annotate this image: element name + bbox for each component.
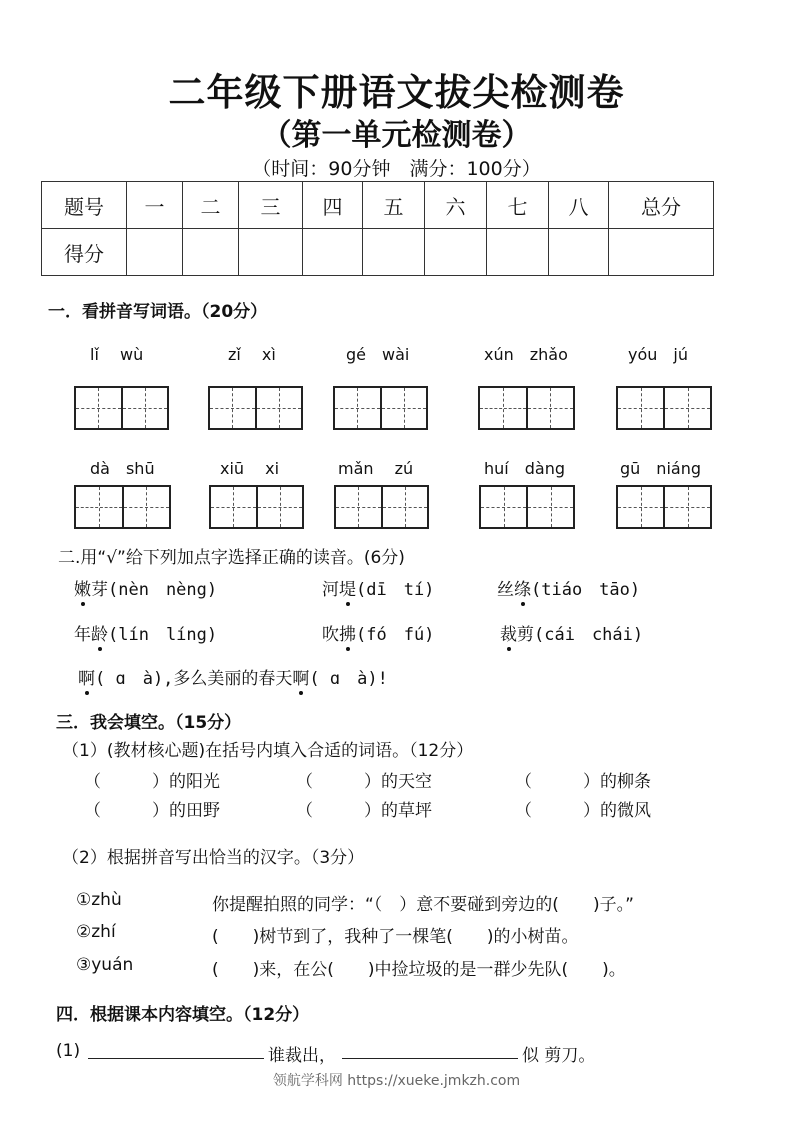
pronunciation-options[interactable]: (fó fú) [356, 625, 435, 645]
section3-heading: 三．我会填空。（15分） [56, 713, 242, 733]
pinyin-cue: ①zhù [76, 890, 122, 910]
score-input-cell[interactable] [183, 229, 239, 276]
pronunciation-options[interactable]: ( ɑ à),多么美丽的春天 [95, 669, 293, 689]
score-header-cell: 六 [425, 182, 487, 229]
score-input-cell[interactable] [609, 229, 714, 276]
pinyin-label: gū niáng [620, 459, 701, 478]
fill-blank-item[interactable]: （ ）的微风 [515, 801, 651, 821]
pronunciation-item [74, 620, 217, 645]
pinyin-label: gé wài [346, 345, 410, 364]
pronunciation-item [497, 575, 640, 600]
score-header-cell: 四 [303, 182, 363, 229]
score-input-cell[interactable] [303, 229, 363, 276]
item-number: (1) [56, 1041, 81, 1061]
score-header-cell: 总分 [609, 182, 714, 229]
dotted-character: 绦 [514, 575, 531, 600]
dotted-character: 啊 [292, 664, 309, 689]
writing-grid[interactable] [74, 386, 169, 430]
pinyin-label: mǎn zú [338, 459, 414, 478]
time-info: （时间：90分钟 满分：100分） [252, 158, 541, 180]
pinyin-cue: ③yuán [76, 955, 134, 975]
pronunciation-sentence [78, 664, 388, 689]
plain-character: 丝 [497, 580, 514, 600]
poem-text: 似 剪刀。 [522, 1046, 596, 1066]
answer-line[interactable] [88, 1058, 264, 1059]
dotted-character: 龄 [91, 620, 108, 645]
dotted-character: 嫩 [74, 575, 91, 600]
pinyin-cue: ②zhí [76, 922, 116, 942]
pronunciation-item [322, 620, 434, 645]
section3-part2-heading: （2）根据拼音写出恰当的汉字。（3分） [62, 848, 365, 868]
dotted-character: 拂 [339, 620, 356, 645]
score-input-cell[interactable] [239, 229, 303, 276]
score-label-cell: 得分 [42, 229, 127, 276]
pronunciation-item [500, 620, 643, 645]
score-input-cell[interactable] [363, 229, 425, 276]
writing-grid[interactable] [479, 485, 575, 529]
dotted-character: 裁 [500, 620, 517, 645]
score-input-cell[interactable] [549, 229, 609, 276]
score-header-cell: 一 [127, 182, 183, 229]
fill-blank-item[interactable]: （ ）的天空 [296, 772, 432, 792]
sentence-with-blanks[interactable]: ( )来，在公( )中捡垃圾的是一群少先队( )。 [212, 960, 626, 980]
page-title: 二年级下册语文拔尖检测卷 [168, 71, 625, 114]
writing-grid[interactable] [616, 386, 712, 430]
page-subtitle: （第一单元检测卷） [261, 118, 532, 153]
section3-part1-heading: （1）(教材核心题)在括号内填入合适的词语。（12分） [62, 741, 474, 761]
score-input-cell[interactable] [425, 229, 487, 276]
writing-grid[interactable] [74, 485, 171, 529]
writing-grid[interactable] [333, 386, 428, 430]
writing-grid[interactable] [334, 485, 429, 529]
pronunciation-options[interactable]: ( ɑ à)! [309, 669, 388, 689]
pinyin-label: huí dàng [484, 459, 565, 478]
score-table-score-row [42, 229, 714, 276]
section1-heading: 一．看拼音写词语。（20分） [48, 302, 268, 322]
sentence-with-blanks[interactable]: 你提醒拍照的同学：“（ ）意不要碰到旁边的( )子。” [212, 895, 634, 915]
poem-text: 谁裁出， [268, 1046, 336, 1066]
writing-grid[interactable] [208, 386, 303, 430]
plain-character: 吹 [322, 625, 339, 645]
fill-blank-item[interactable]: （ ）的阳光 [84, 772, 220, 792]
score-header-cell: 五 [363, 182, 425, 229]
answer-line[interactable] [342, 1058, 518, 1059]
fill-blank-item[interactable]: （ ）的田野 [84, 801, 220, 821]
fill-blank-item[interactable]: （ ）的草坪 [296, 801, 432, 821]
plain-character: 年 [74, 625, 91, 645]
score-header-cell: 七 [487, 182, 549, 229]
fill-blank-item[interactable]: （ ）的柳条 [515, 772, 651, 792]
score-header-cell: 二 [183, 182, 239, 229]
writing-grid[interactable] [478, 386, 575, 430]
pronunciation-options[interactable]: 剪(cái chái) [517, 625, 644, 645]
plain-character: 河 [322, 580, 339, 600]
pronunciation-item [74, 575, 217, 600]
score-table-header-row [42, 182, 714, 229]
pinyin-label: xún zhǎo [484, 345, 568, 364]
writing-grid[interactable] [616, 485, 712, 529]
pronunciation-options[interactable]: (lín líng) [108, 625, 218, 645]
pinyin-label: zǐ xì [228, 345, 276, 364]
dotted-character: 堤 [339, 575, 356, 600]
pinyin-label: lǐ wù [90, 345, 144, 364]
footer-watermark: 领航学科网 https://xueke.jmkzh.com [272, 1073, 521, 1089]
score-table [41, 181, 714, 276]
score-header-cell: 三 [239, 182, 303, 229]
pronunciation-item [322, 575, 434, 600]
pronunciation-options[interactable]: (tiáo tāo) [531, 580, 641, 600]
writing-grid[interactable] [209, 485, 304, 529]
pronunciation-options[interactable]: 芽(nèn nèng) [91, 580, 218, 600]
pinyin-label: dà shū [90, 459, 155, 478]
score-header-cell: 八 [549, 182, 609, 229]
score-input-cell[interactable] [127, 229, 183, 276]
score-input-cell[interactable] [487, 229, 549, 276]
dotted-character: 啊 [78, 664, 95, 689]
pinyin-label: yóu jú [628, 345, 688, 364]
sentence-with-blanks[interactable]: ( )树节到了，我种了一棵笔( )的小树苗。 [212, 927, 579, 947]
pinyin-label: xiū xi [220, 459, 280, 478]
section2-heading: 二.用“√”给下列加点字选择正确的读音。(6分) [58, 548, 405, 568]
section4-heading: 四．根据课本内容填空。（12分） [56, 1005, 310, 1025]
pronunciation-options[interactable]: (dī tí) [356, 580, 435, 600]
score-header-cell: 题号 [42, 182, 127, 229]
